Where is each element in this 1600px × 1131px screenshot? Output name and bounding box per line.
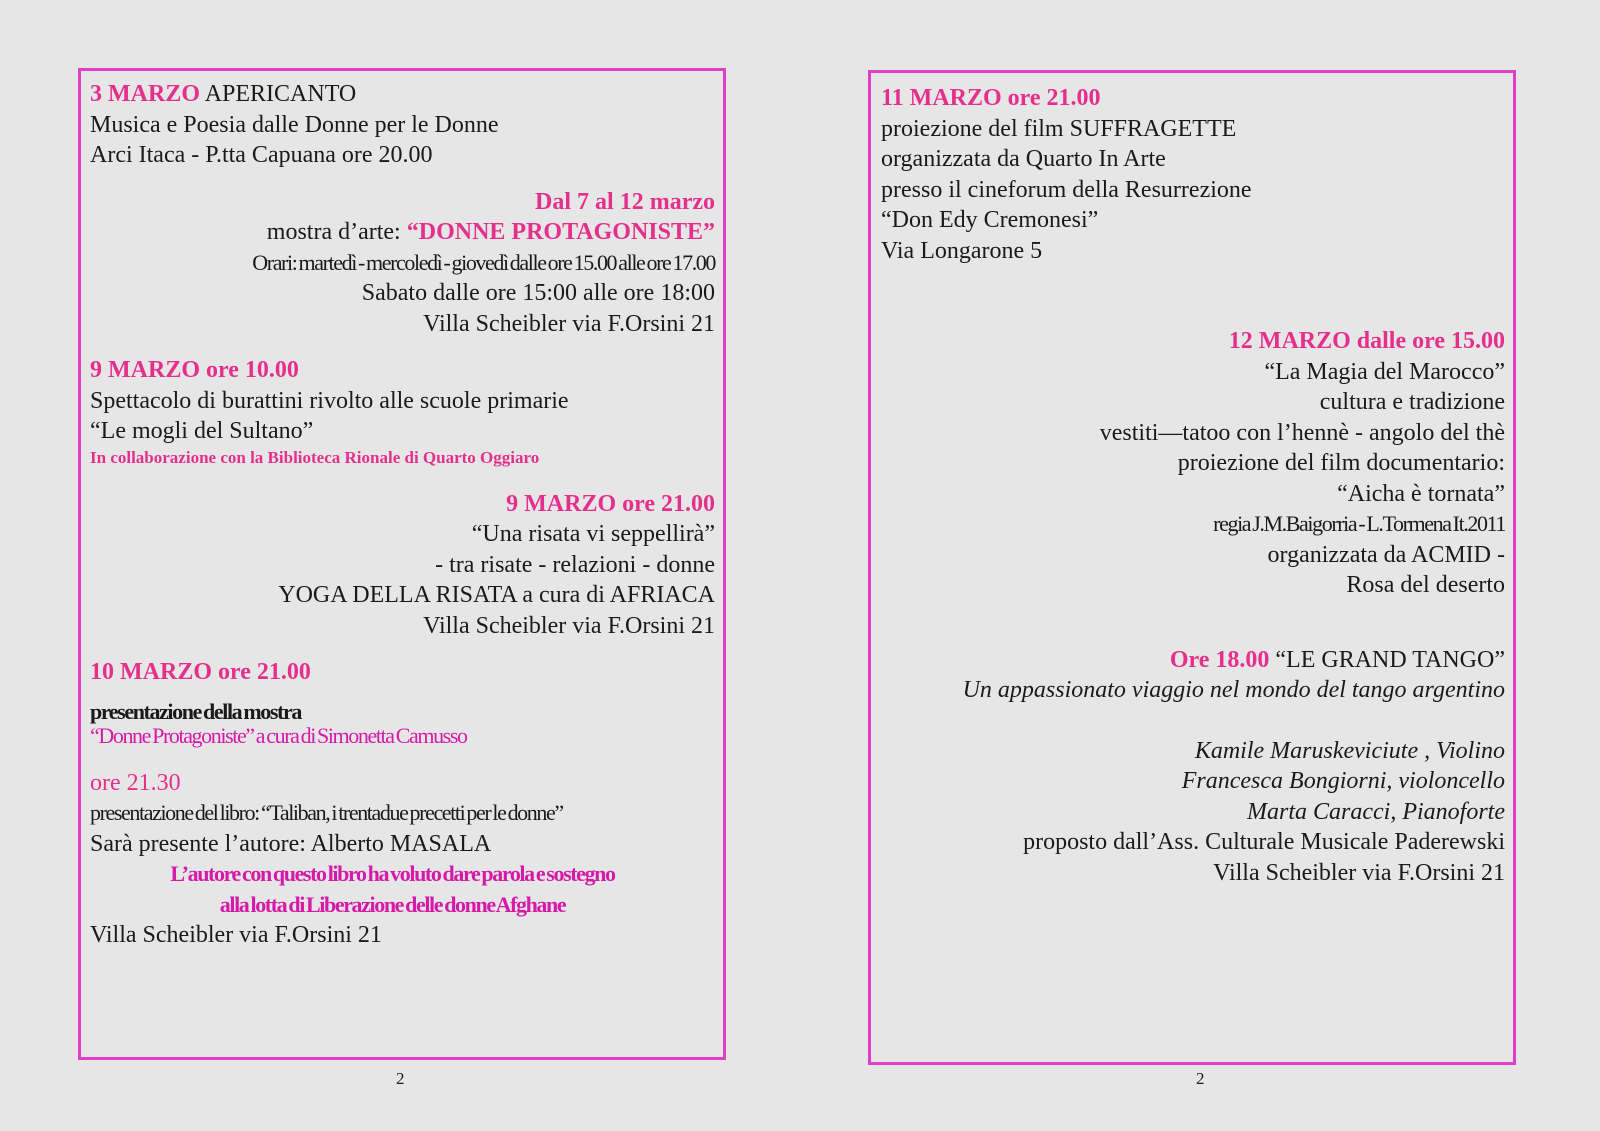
left-page-panel (78, 68, 726, 1060)
event-date: 10 MARZO ore 21.00 (90, 659, 311, 685)
event-text: Musica e Poesia dalle Donne per le Donne (90, 111, 499, 138)
event-text: “Don Edy Cremonesi” (881, 207, 1099, 233)
page-number: 2 (396, 1069, 405, 1088)
event-text: Rosa del deserto (1346, 572, 1505, 598)
event-subtitle: Un appassionato viaggio nel mondo del tango argentino (962, 677, 1505, 703)
event-text: Spettacolo di burattini rivolto alle scuole primarie (90, 387, 569, 414)
event-text: YOGA DELLA RISATA a cura di AFRIACA (278, 582, 715, 608)
event-title: “La Magia del Marocco” (1264, 358, 1505, 385)
right-page-panel (868, 70, 1516, 1065)
event-text: Sarà presente l’autore: Alberto MASALA (90, 830, 492, 857)
event-venue: Villa Scheibler via F.Orsini 21 (1213, 859, 1505, 886)
event-text: “Donne Protagoniste” a cura di Simonetta Camusso (90, 722, 467, 748)
event-text: proposto dall’Ass. Culturale Musicale Paderewski (1023, 829, 1505, 855)
event-quote: L’autore con questo libro ha voluto dare parola e sostegno (170, 861, 615, 886)
event-date: 11 MARZO ore 21.00 (881, 85, 1101, 111)
event-text: “Una risata vi seppellirà” (471, 521, 715, 547)
event-text: cultura e tradizione (1319, 389, 1505, 415)
event-note: In collaborazione con la Biblioteca Rionale di Quarto Oggiaro (90, 447, 540, 467)
event-venue: Villa Scheibler via F.Orsini 21 (423, 310, 715, 337)
event-title: “LE GRAND TANGO” (1269, 646, 1505, 673)
event-artist: Marta Caracci, Pianoforte (1247, 798, 1505, 825)
event-text: - tra risate - relazioni - donne (435, 551, 715, 578)
event-artist: Kamile Maruskeviciute , Violino (1194, 737, 1505, 764)
event-3-marzo (90, 79, 715, 110)
event-title-line (881, 645, 1505, 676)
event-venue: Villa Scheibler via F.Orsini 21 (90, 922, 382, 948)
event-title: APERICANTO (204, 81, 357, 107)
event-venue: Via Longarone 5 (881, 237, 1043, 264)
event-date: 3 MARZO (90, 81, 200, 107)
event-title: “DONNE PROTAGONISTE” (406, 219, 715, 245)
event-time: Ore 18.00 (1169, 646, 1270, 673)
event-venue: Villa Scheibler via F.Orsini 21 (423, 612, 715, 639)
page-number: 2 (1196, 1069, 1205, 1088)
event-text: presso il cineforum della Resurrezione (881, 176, 1252, 203)
event-hours: Orari: martedì - mercoledì - giovedì dalle ore 15.00 alle ore 17.00 (252, 249, 715, 275)
event-text: presentazione della mostra (90, 698, 301, 724)
event-date: 12 MARZO dalle ore 15.00 (1228, 328, 1505, 354)
event-text: presentazione del libro: “Taliban, i trentadue precetti per le donne” (90, 800, 563, 825)
event-date: 9 MARZO ore 21.00 (506, 490, 715, 517)
event-title-line (90, 217, 715, 248)
event-text: proiezione del film SUFFRAGETTE (881, 115, 1237, 142)
event-time: ore 21.30 (90, 769, 181, 796)
event-venue: Arci Itaca - P.tta Capuana ore 20.00 (90, 142, 433, 168)
event-text: mostra d’arte: (266, 219, 407, 245)
event-text: vestiti—tatoo con l’hennè - angolo del thè (1099, 419, 1505, 446)
event-text: organizzata da ACMID - (1267, 541, 1505, 568)
event-date: 9 MARZO ore 10.00 (90, 357, 299, 383)
event-artist: Francesca Bongiorni, violoncello (1181, 768, 1505, 794)
event-text: proiezione del film documentario: (1177, 450, 1505, 476)
event-text: organizzata da Quarto In Arte (881, 146, 1166, 172)
event-text: regia J.M.Baigorria - L.Tormena It.2011 (1213, 511, 1505, 536)
event-text: Sabato dalle ore 15:00 alle ore 18:00 (361, 280, 715, 306)
event-date: Dal 7 al 12 marzo (535, 188, 715, 215)
event-text: “Aicha è tornata” (1337, 480, 1505, 507)
event-text: “Le mogli del Sultano” (90, 418, 314, 444)
event-quote: alla lotta di Liberazione delle donne Afghane (219, 891, 566, 917)
